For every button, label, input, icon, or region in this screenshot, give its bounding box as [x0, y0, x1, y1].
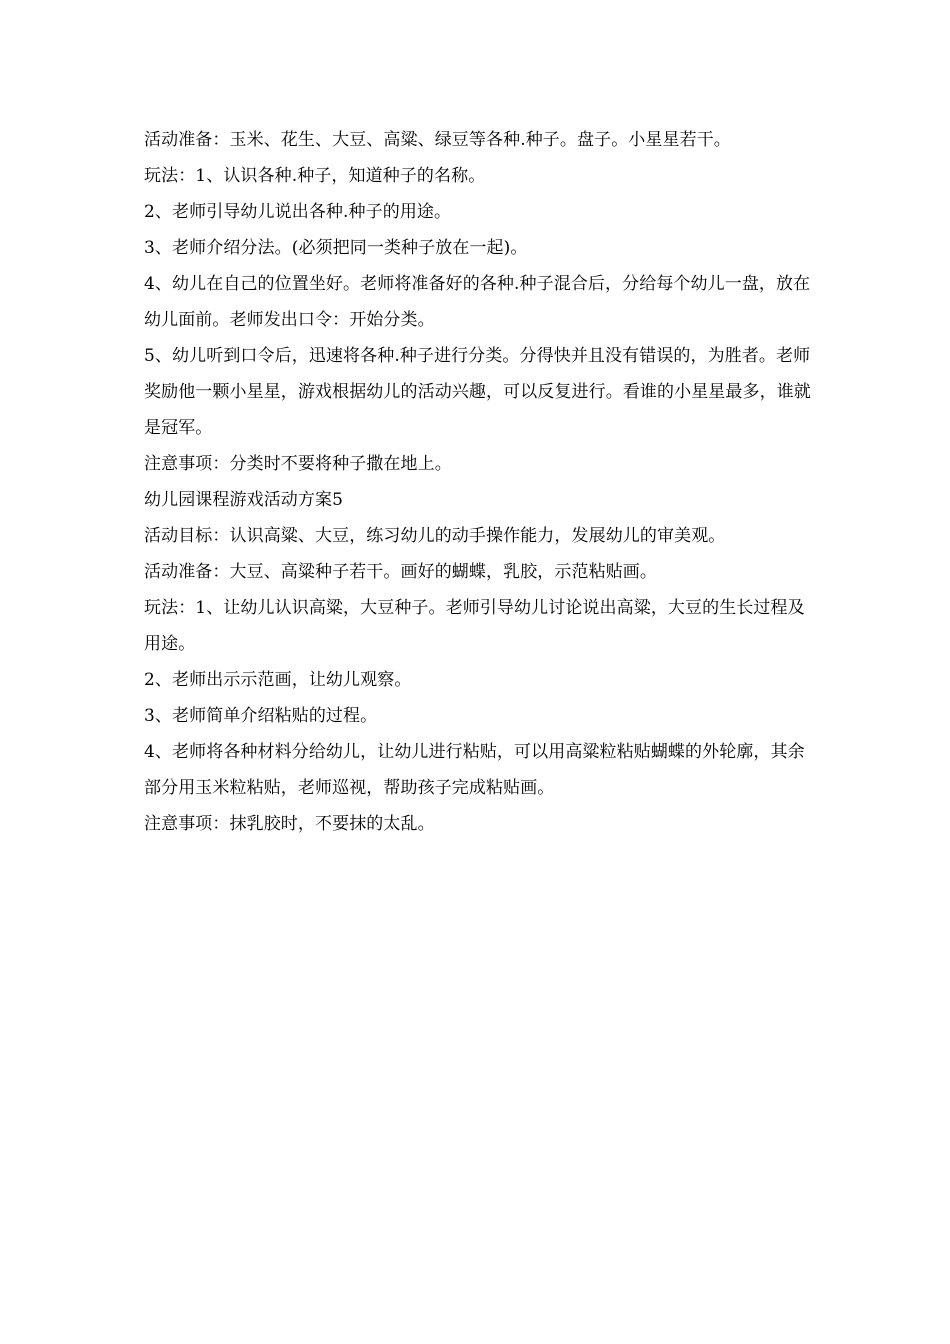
paragraph-rules-2: 玩法：1、让幼儿认识高粱，大豆种子。老师引导幼儿讨论说出高粱，大豆的生长过程及用途。	[144, 598, 805, 654]
paragraph-notes-2: 注意事项：抹乳胶时，不要抹的太乱。	[144, 814, 435, 834]
paragraph-step-5: 5、幼儿听到口令后，迅速将各种.种子进行分类。分得快并且没有错误的，为胜者。老师奖励他一颗小星星，游戏根据幼儿的活动兴趣，可以反复进行。看谁的小星星最多，谁就是冠军。	[144, 346, 811, 438]
document-body	[144, 122, 812, 842]
paragraph-preparation-2: 活动准备：大豆、高粱种子若干。画好的蝴蝶，乳胶，示范粘贴画。	[144, 562, 657, 582]
paragraph-step-2b: 2、老师出示示范画，让幼儿观察。	[144, 670, 412, 690]
paragraph-preparation-1: 活动准备：玉米、花生、大豆、高粱、绿豆等各种.种子。盘子。小星星若干。	[144, 130, 731, 150]
paragraph-goal: 活动目标：认识高粱、大豆，练习幼儿的动手操作能力，发展幼儿的审美观。	[144, 526, 726, 546]
paragraph-step-4b: 4、老师将各种材料分给幼儿，让幼儿进行粘贴，可以用高粱粒粘贴蝴蝶的外轮廓，其余部分用玉米粒粘贴，老师巡视，帮助孩子完成粘贴画。	[144, 742, 805, 798]
paragraph-step-3: 3、老师介绍分法。(必须把同一类种子放在一起)。	[144, 238, 528, 258]
paragraph-notes-1: 注意事项：分类时不要将种子撒在地上。	[144, 454, 452, 474]
section-heading-plan-5: 幼儿园课程游戏活动方案5	[144, 490, 344, 510]
paragraph-step-4: 4、幼儿在自己的位置坐好。老师将准备好的各种.种子混合后，分给每个幼儿一盘，放在幼儿面前。老师发出口令：开始分类。	[144, 274, 811, 330]
paragraph-step-2: 2、老师引导幼儿说出各种.种子的用途。	[144, 202, 452, 222]
paragraph-step-3b: 3、老师简单介绍粘贴的过程。	[144, 706, 378, 726]
paragraph-rules-1: 玩法：1、认识各种.种子，知道种子的名称。	[144, 166, 486, 186]
